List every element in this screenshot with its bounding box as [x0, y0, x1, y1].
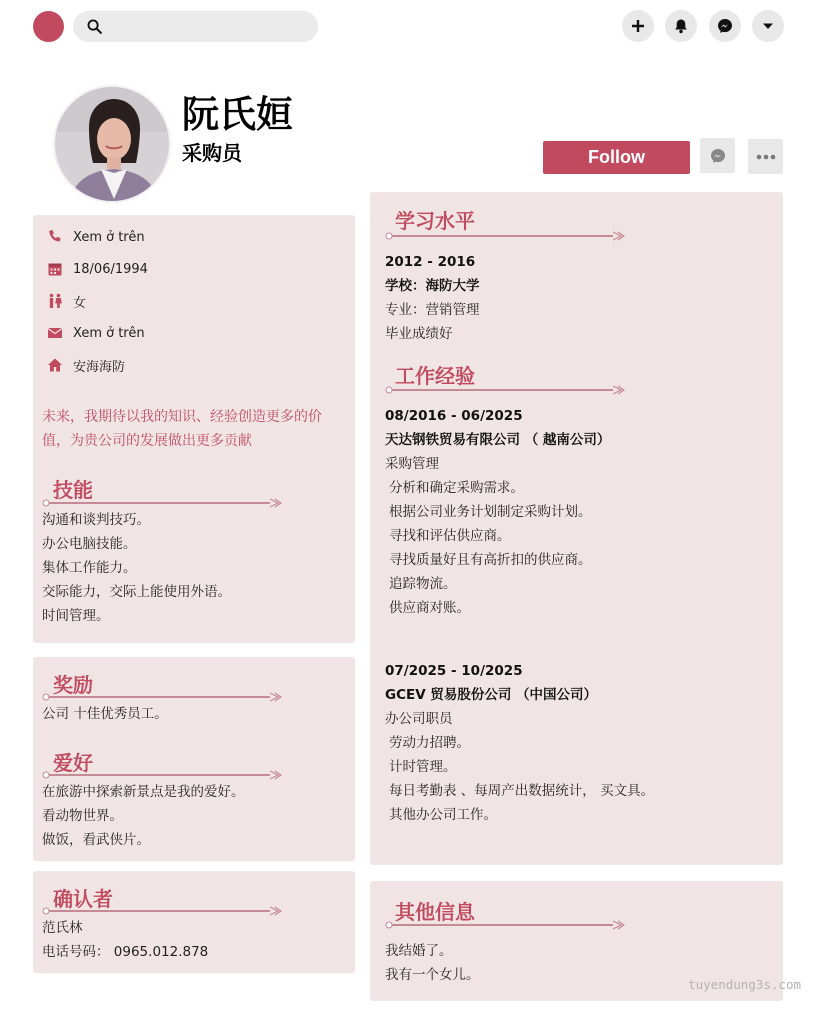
profile-name: 阮氏姮	[182, 93, 293, 136]
profile-photo	[53, 85, 171, 203]
hobbies-title: 爱好	[53, 751, 93, 775]
list-item: 时间管理。	[42, 608, 110, 624]
messenger-icon	[710, 148, 726, 164]
account-menu-button[interactable]	[752, 10, 784, 42]
job-duty: 寻找和评估供应商。	[389, 528, 511, 544]
section-divider	[42, 906, 282, 916]
job-duty: 寻找质量好且有高折扣的供应商。	[389, 552, 592, 568]
plus-icon	[630, 18, 646, 34]
job-duty: 供应商对账。	[389, 600, 470, 616]
job-duty: 计时管理。	[389, 759, 457, 775]
contact-phone	[47, 226, 145, 248]
references-title: 确认者	[53, 887, 113, 911]
skills-list	[42, 508, 231, 628]
education-experience-card	[370, 192, 783, 865]
list-item: 集体工作能力。	[42, 560, 137, 576]
calendar-icon	[47, 261, 63, 277]
email-icon	[47, 325, 63, 341]
contact-email	[47, 322, 145, 344]
message-button[interactable]	[700, 138, 735, 173]
list-item: 看动物世界。	[42, 808, 123, 824]
education-details	[385, 250, 480, 346]
job-entry	[385, 404, 610, 620]
site-logo[interactable]	[33, 11, 64, 42]
contact-text: 安海海防	[73, 359, 126, 375]
job-company: 天达钢铁贸易有限公司 （ 越南公司）	[385, 432, 611, 448]
bell-icon	[673, 18, 689, 34]
job-period: 07/2025 - 10/2025	[385, 663, 523, 679]
home-icon	[47, 357, 63, 373]
references-list	[42, 916, 208, 964]
skills-title: 技能	[53, 478, 93, 502]
job-entry	[385, 659, 654, 827]
gender-icon	[47, 293, 63, 309]
more-dots-icon	[756, 154, 776, 160]
section-divider	[385, 920, 625, 930]
phone-icon	[47, 229, 63, 245]
awards-title: 奖励	[53, 673, 93, 697]
contact-text: Xem ở trên	[73, 229, 145, 245]
education-title: 学习水平	[395, 209, 475, 233]
career-objective: 未来，我期待以我的知识、经验创造更多的价值，为贵公司的发展做出更多贡献	[42, 409, 322, 449]
contact-gender	[47, 290, 86, 312]
education-result: 毕业成绩好	[385, 326, 453, 342]
job-duty: 劳动力招聘。	[389, 735, 470, 751]
list-item: 我结婚了。	[385, 943, 453, 959]
education-major: 专业：营销管理	[385, 302, 480, 318]
list-item: 交际能力，交际上能使用外语。	[42, 584, 231, 600]
job-company: GCEV 贸易股份公司 （中国公司）	[385, 687, 598, 703]
job-position: 办公司职员	[385, 711, 453, 727]
awards-list	[42, 702, 168, 726]
search-icon	[86, 18, 103, 35]
list-item: 沟通和谈判技巧。	[42, 512, 150, 528]
awards-hobbies-card	[33, 657, 355, 861]
notifications-button[interactable]	[665, 10, 697, 42]
list-item: 办公电脑技能。	[42, 536, 137, 552]
list-item: 范氏林	[42, 920, 83, 936]
contact-text: 女	[73, 295, 87, 311]
education-period: 2012 - 2016	[385, 254, 476, 270]
contact-text: 18/06/1994	[73, 261, 148, 277]
contact-text: Xem ở trên	[73, 325, 145, 341]
caret-down-icon	[760, 18, 776, 34]
list-item: 做饭，看武侠片。	[42, 832, 150, 848]
contact-skills-card	[33, 215, 355, 643]
create-button[interactable]	[622, 10, 654, 42]
job-duty: 追踪物流。	[389, 576, 457, 592]
list-item: 我有一个女儿。	[385, 967, 480, 983]
job-period: 08/2016 - 06/2025	[385, 408, 523, 424]
messenger-button[interactable]	[709, 10, 741, 42]
section-divider	[42, 692, 282, 702]
job-duty: 根据公司业务计划制定采购计划。	[389, 504, 592, 520]
watermark: tuyendung3s.com	[688, 977, 801, 992]
other-info-list	[385, 939, 480, 987]
follow-button[interactable]: Follow	[543, 141, 690, 174]
education-school: 学校：海防大学	[385, 278, 480, 294]
job-title: 采购员	[182, 141, 242, 165]
search-bar[interactable]	[73, 11, 318, 42]
references-card	[33, 871, 355, 973]
section-divider	[385, 385, 625, 395]
contact-address	[47, 354, 125, 376]
section-divider	[42, 770, 282, 780]
section-divider	[42, 498, 282, 508]
more-options-button[interactable]	[748, 139, 783, 174]
other-info-title: 其他信息	[395, 900, 475, 924]
hobbies-list	[42, 780, 245, 852]
experience-title: 工作经验	[395, 364, 475, 388]
list-item: 电话号码： 0965.012.878	[42, 944, 209, 960]
job-position: 采购管理	[385, 456, 439, 472]
messenger-icon	[717, 18, 733, 34]
job-duty: 每日考勤表 、每周产出数据统计， 买文具。	[389, 783, 655, 799]
list-item: 公司 十佳优秀员工。	[42, 706, 168, 722]
list-item: 在旅游中探索新景点是我的爱好。	[42, 784, 245, 800]
contact-birthdate	[47, 258, 148, 280]
job-duty: 其他办公司工作。	[389, 807, 497, 823]
job-duty: 分析和确定采购需求。	[389, 480, 524, 496]
section-divider	[385, 231, 625, 241]
